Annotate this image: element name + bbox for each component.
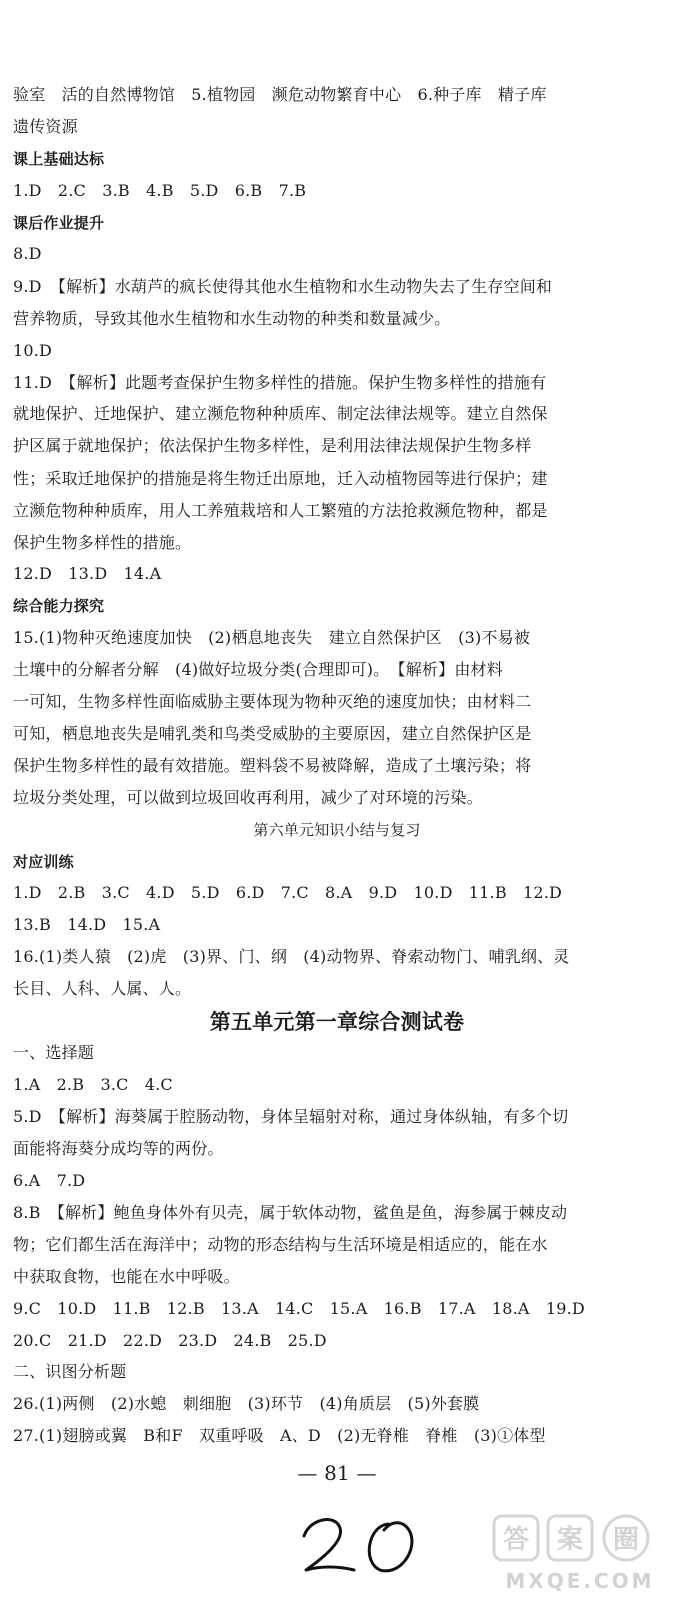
- answer-line: 1.A 2.B 3.C 4.C: [13, 1075, 173, 1094]
- section-heading: 课上基础达标: [13, 150, 105, 168]
- svg-text:MXQE.COM: MXQE.COM: [505, 1569, 655, 1593]
- svg-text:答: 答: [502, 1525, 530, 1555]
- answer-line: 26.(1)两侧 (2)水螅 刺细胞 (3)环节 (4)角质层 (5)外套膜: [13, 1394, 480, 1413]
- answer-line: 面能将海葵分成均等的两份。: [13, 1139, 224, 1158]
- answer-line: 10.D: [13, 341, 53, 360]
- section-heading: 综合能力探究: [13, 597, 105, 615]
- answer-line: 1.D 2.B 3.C 4.D 5.D 6.D 7.C 8.A 9.D 10.D 11.B 12.D: [13, 883, 563, 902]
- answer-line: 5.D 【解析】海葵属于腔肠动物，身体呈辐射对称，通过身体纵轴，有多个切: [13, 1107, 569, 1126]
- answer-line: 立濒危物种种质库，用人工养殖栽培和人工繁殖的方法抢救濒危物种，都是: [13, 501, 548, 520]
- svg-text:案: 案: [556, 1525, 584, 1555]
- answer-line: 营养物质，导致其他水生植物和水生动物的种类和数量减少。: [13, 309, 451, 328]
- answer-line: 11.D 【解析】此题考查保护生物多样性的措施。保护生物多样性的措施有: [13, 373, 547, 392]
- section-heading: 课后作业提升: [13, 214, 105, 232]
- answer-line: 保护生物多样性的最有效措施。塑料袋不易被降解，造成了土壤污染；将: [13, 756, 532, 775]
- answer-line: 12.D 13.D 14.A: [13, 564, 162, 583]
- answer-line: 16.(1)类人猿 (2)虎 (3)界、门、纲 (4)动物界、脊索动物门、哺乳纲、灵: [13, 947, 570, 966]
- answer-line: 保护生物多样性的措施。: [13, 533, 192, 552]
- answer-line: 垃圾分类处理，可以做到垃圾回收再利用，减少了对环境的污染。: [13, 788, 483, 807]
- svg-text:圈: 圈: [612, 1525, 640, 1555]
- test-paper-title: 第五单元第一章综合测试卷: [209, 1010, 465, 1034]
- answer-line: 长目、人科、人属、人。: [13, 979, 192, 998]
- answer-line: 15.(1)物种灭绝速度加快 (2)栖息地丧失 建立自然保护区 (3)不易被: [13, 628, 531, 647]
- answer-line: 遗传资源: [13, 117, 78, 136]
- watermark-logo: [488, 1512, 668, 1596]
- answer-line: 土壤中的分解者分解 (4)做好垃圾分类(合理即可)。 【解析】由材料: [13, 660, 503, 679]
- answer-line: 物；它们都生活在海洋中；动物的形态结构与生活环境是相适应的，能在水: [13, 1235, 548, 1254]
- answer-line: 9.D 【解析】水葫芦的疯长使得其他水生植物和水生动物失去了生存空间和: [13, 277, 553, 296]
- answer-line: 20.C 21.D 22.D 23.D 24.B 25.D: [13, 1331, 327, 1350]
- answer-line: 9.C 10.D 11.B 12.B 13.A 14.C 15.A 16.B 17.A 18.A 19.D: [13, 1299, 585, 1318]
- answer-line: 就地保护、迁地保护、建立濒危物种种质库、制定法律法规等。建立自然保: [13, 404, 548, 423]
- answer-line: 中获取食物，也能在水中呼吸。: [13, 1267, 240, 1286]
- answer-line: 可知，栖息地丧失是哺乳类和鸟类受威胁的主要原因，建立自然保护区是: [13, 724, 532, 743]
- answer-line: 8.D: [13, 244, 42, 263]
- section-heading: 二、识图分析题: [13, 1362, 127, 1381]
- answer-line: 1.D 2.C 3.B 4.B 5.D 6.B 7.B: [13, 181, 307, 200]
- page-number: — 81 —: [297, 1461, 377, 1485]
- answer-line: 验室 活的自然博物馆 5.植物园 濒危动物繁育中心 6.种子库 精子库: [13, 85, 547, 104]
- section-heading: 对应训练: [13, 853, 74, 871]
- answer-line: 一可知，生物多样性面临威胁主要体现为物种灭绝的速度加快；由材料二: [13, 692, 532, 711]
- answer-line: 8.B 【解析】鲍鱼身体外有贝壳，属于软体动物，鲨鱼是鱼，海参属于棘皮动: [13, 1203, 568, 1222]
- answer-line: 性；采取迁地保护的措施是将生物迁出原地，迁入动植物园等进行保护；建: [13, 469, 548, 488]
- answer-line: 13.B 14.D 15.A: [13, 915, 161, 934]
- unit-review-title: 第六单元知识小结与复习: [253, 821, 421, 839]
- section-heading: 一、选择题: [13, 1043, 95, 1062]
- answer-line: 27.(1)翅膀或翼 B和F 双重呼吸 A、D (2)无脊椎 脊椎 (3)①体型: [13, 1426, 546, 1445]
- handwritten-score: [296, 1510, 426, 1580]
- answer-line: 6.A 7.D: [13, 1171, 86, 1190]
- answer-line: 护区属于就地保护；依法保护生物多样性，是利用法律法规保护生物多样: [13, 436, 532, 455]
